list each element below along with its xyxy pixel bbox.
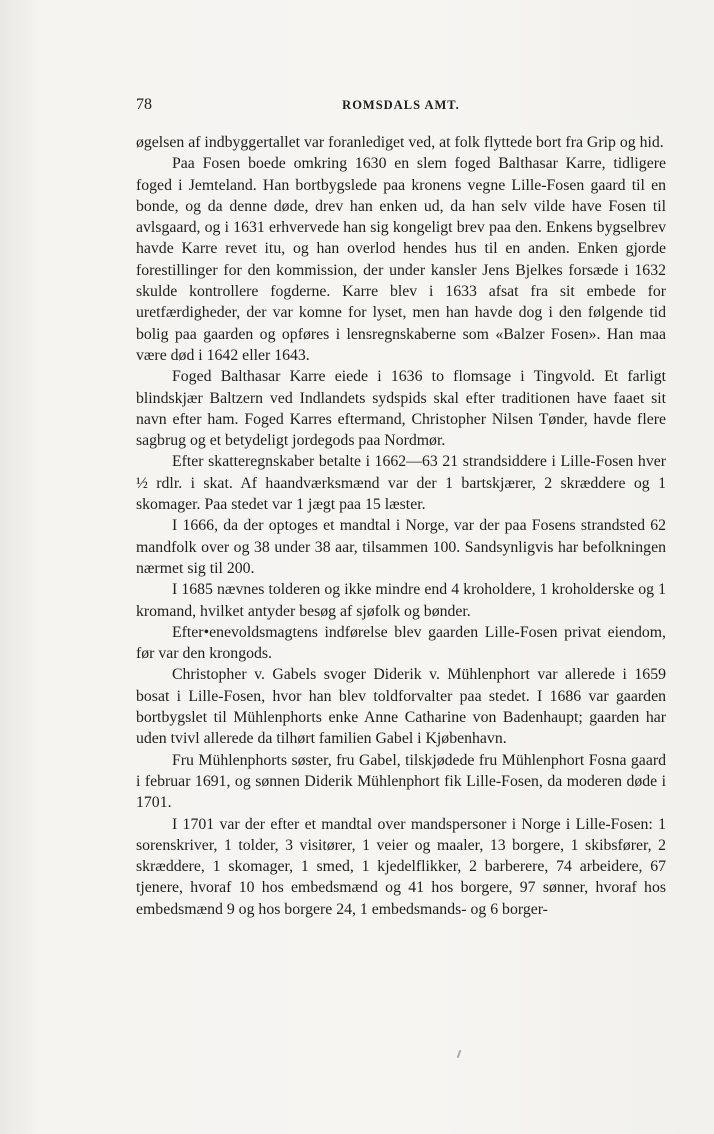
paragraph: Foged Balthasar Karre eiede i 1636 to flomsage i Tingvold. Et farligt blindskjær Baltzern ved Indlandets sydspids skal efter traditionen have faaet sit navn efter ham. Foged Karres eftermand, Christopher Nilsen Tønder, havde flere sagbrug og et betydeligt jordegods paa Nordmør. [136, 368, 666, 450]
scan-mark [457, 1050, 462, 1058]
page-header [136, 96, 666, 116]
paragraph: øgelsen af indbyggertallet var foranlediget ved, at folk flyttede bort fra Grip og hid. [136, 134, 664, 151]
paragraph: Christopher v. Gabels svoger Diderik v. Mühlenphort var allerede i 1659 bosat i Lille-Fosen, hvor han blev toldforvalter paa stedet. I 1686 var gaarden bortbygslet til Mühlenphorts enke Anne Catharine von Badenhaupt; gaarden har uden tvivl allerede da tilhørt familien Gabel i Kjøbenhavn. [136, 666, 666, 748]
paragraph: I 1666, da der optoges et mandtal i Norge, var der paa Fosens strandsted 62 mandfolk over og 38 under 38 aar, tilsammen 100. Sandsynligvis har befolkningen nærmet sig til 200. [136, 517, 666, 577]
body-text [136, 132, 666, 920]
running-title: ROMSDALS AMT. [342, 98, 460, 112]
paragraph: I 1701 var der efter et mandtal over mandspersoner i Norge i Lille-Fosen: 1 sorenskriver, 1 tolder, 3 visitører, 1 veier og maaler, 13 borgere, 1 skibsfører, 2 skræddere, 1 skomager, 1 smed, 1 kjedelflikker, 2 barberere, 74 arbeidere, 67 tjenere, hvoraf 10 hos embedsmænd og 41 hos borgere, 97 sønner, hvoraf hos embedsmænd 9 og hos borgere 24, 1 embedsmands- og 6 borger- [136, 815, 666, 918]
paragraph: Paa Fosen boede omkring 1630 en slem foged Balthasar Karre, tidligere foged i Jemteland. Han bortbygslede paa kronens vegne Lille-Fosen gaard til en bonde, og da denne døde, drev han enken ud, da han selv vilde have Fosen til avlsgaard, og i 1631 erhvervede han sig kongeligt brev paa den. Enkens bygselbrev havde Karre revet itu, og han overlod hendes hus til en anden. Enken gjorde forestillinger for den kommission, der under kansler Jens Bjelkes forsæde i 1632 skulde kontrollere fogderne. Karre blev i 1633 afsat fra sit embede for uretfærdigheder, der var komne for lyset, men han havde dog i den følgende tid bolig paa gaarden og opføres i lensregnskaberne som «Balzer Fosen». Han maa være død i 1642 eller 1643. [136, 155, 666, 364]
paragraph: Efter skatteregnskaber betalte i 1662—63 21 strandsiddere i Lille-Fosen hver ½ rdlr. i skat. Af haandværksmænd var der 1 bartskjærer, 2 skræddere og 1 skomager. Paa stedet var 1 jægt paa 15 læster. [136, 453, 666, 514]
paragraph: Efter•enevoldsmagtens indførelse blev gaarden Lille-Fosen privat eiendom, før var den krongods. [136, 623, 666, 663]
paragraph: Fru Mühlenphorts søster, fru Gabel, tilskjødede fru Mühlenphort Fosna gaard i februar 1691, og sønnen Diderik Mühlenphort fik Lille-Fosen, da moderen døde i 1701. [136, 751, 666, 812]
page-number: 78 [136, 96, 152, 113]
paragraph: I 1685 nævnes tolderen og ikke mindre end 4 kroholdere, 1 kroholderske og 1 kromand, hvilket antyder besøg af sjøfolk og bønder. [136, 581, 666, 620]
